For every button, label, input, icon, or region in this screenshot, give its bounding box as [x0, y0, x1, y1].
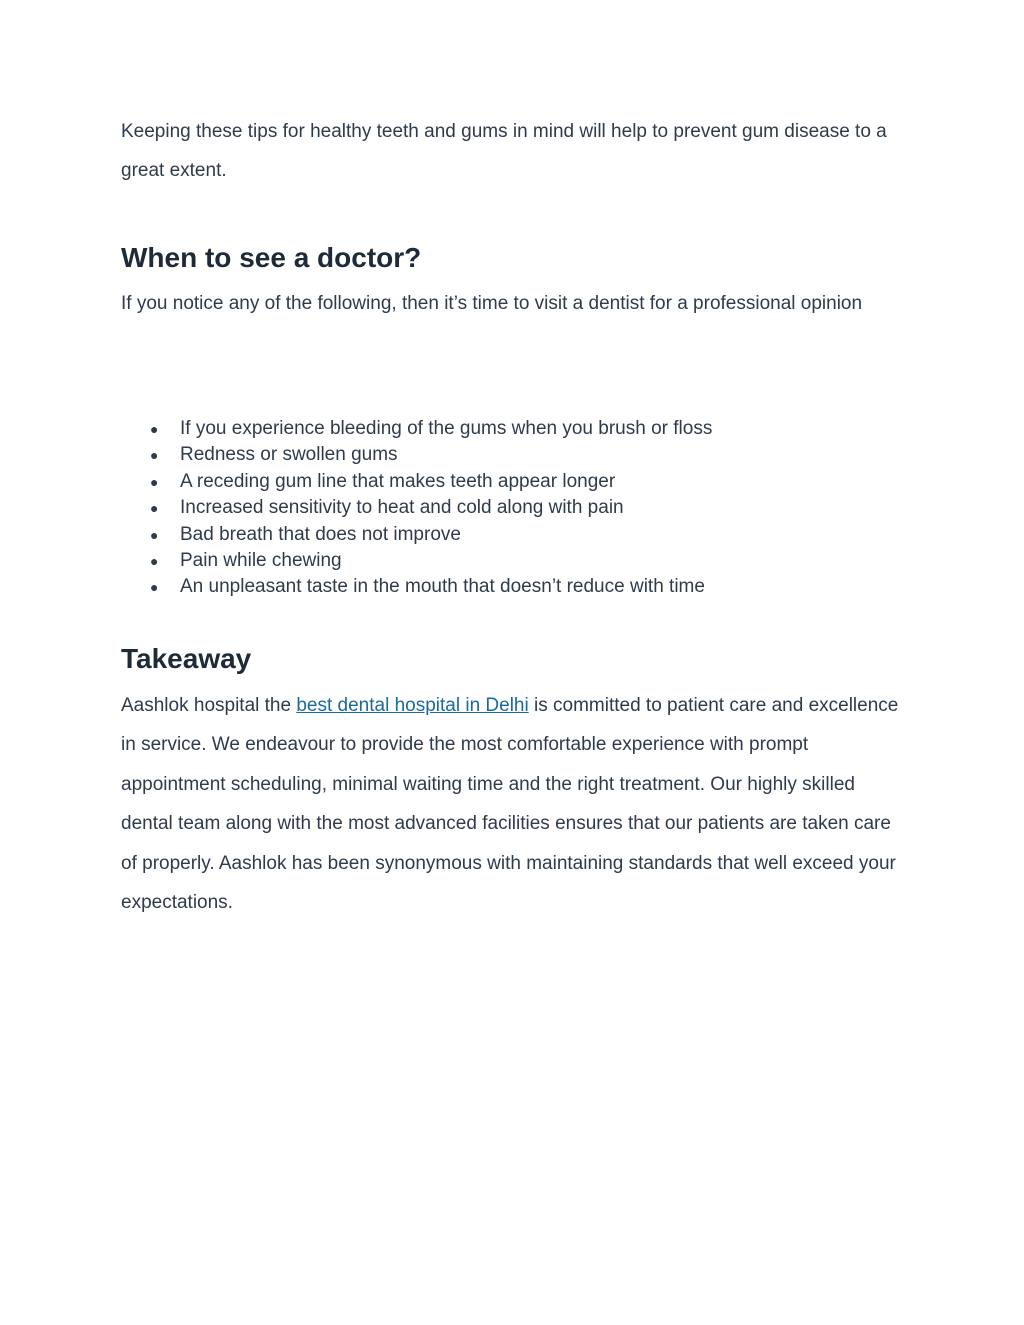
takeaway-text-end: is committed to patient care and excellence in service. We endeavour to provide the most comfortable experience with prompt appointment scheduling, minimal waiting time and the right treatment. Our highly skilled dental team along with the most advanced facilities ensures that our patients are taken care of properly. Aashlok has been synonymous with maintaining standards that well exceed your expectations. — [121, 695, 899, 914]
takeaway-paragraph — [121, 686, 911, 922]
list-item — [150, 522, 910, 548]
list-item — [150, 574, 910, 600]
list-item-text: An unpleasant taste in the mouth that doesn’t reduce with time — [180, 576, 705, 598]
list-item — [150, 548, 910, 574]
when-to-see-intro-section — [121, 284, 911, 323]
takeaway-section-header — [121, 642, 911, 676]
when-to-see-heading: When to see a doctor? — [121, 242, 422, 273]
intro-section — [121, 112, 911, 191]
bullet-icon: ● — [150, 473, 159, 490]
list-item-text: Increased sensitivity to heat and cold along with pain — [180, 497, 624, 519]
list-item-text: A receding gum line that makes teeth appear longer — [180, 470, 616, 492]
list-item — [150, 469, 910, 495]
bullet-icon: ● — [150, 421, 159, 437]
symptoms-list — [150, 416, 910, 601]
bullet-icon: ● — [150, 553, 159, 570]
bullet-icon: ● — [150, 500, 159, 517]
bullet-icon: ● — [150, 579, 159, 596]
intro-paragraph: Keeping these tips for healthy teeth and gums in mind will help to prevent gum disease to a great extent. — [121, 121, 887, 182]
dental-hospital-link[interactable]: best dental hospital in Delhi — [296, 695, 529, 716]
list-item-text: If you experience bleeding of the gums when you brush or floss — [180, 418, 713, 439]
when-to-see-section-header — [121, 241, 911, 275]
bullet-icon: ● — [150, 526, 159, 543]
list-item — [150, 495, 910, 521]
list-item — [150, 442, 910, 468]
list-item-text: Pain while chewing — [180, 550, 342, 572]
list-item-text: Bad breath that does not improve — [180, 523, 461, 545]
takeaway-section — [121, 686, 911, 922]
when-to-see-intro-paragraph: If you notice any of the following, then it’s time to visit a dentist for a professional opinion — [121, 293, 863, 314]
takeaway-text-start: Aashlok hospital the — [121, 695, 297, 716]
takeaway-heading: Takeaway — [121, 643, 252, 674]
list-item — [150, 416, 910, 442]
list-item-text: Redness or swollen gums — [180, 444, 398, 466]
bullet-icon: ● — [150, 447, 159, 464]
